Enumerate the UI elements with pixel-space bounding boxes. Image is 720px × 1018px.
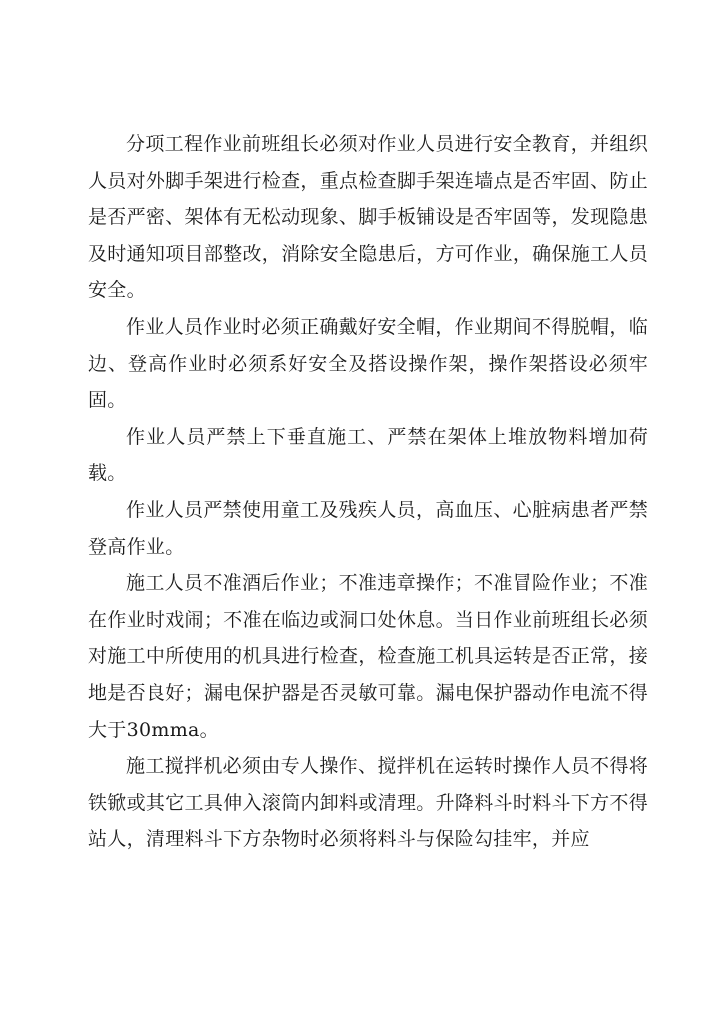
paragraph-pre-work-inspection: 分项工程作业前班组长必须对作业人员进行安全教育，并组织人员对外脚手架进行检查，重点检查脚手架连墙点是否牢固、防止是否严密、架体有无松动现象、脚手板铺设是否牢固等，发现隐患及时通知项目部整改，消除安全隐患后，方可作业，确保施工人员安全。 — [88, 133, 648, 302]
paragraph-conduct-rules: 施工人员不准酒后作业；不准违章操作；不准冒险作业；不准在作业时戏闹；不准在临边或洞口处休息。当日作业前班组长必须对施工中所使用的机具进行检查，检查施工机具运转是否正常，接地是否良好；漏电保护器是否灵敏可靠。漏电保护器动作电流不得大于30mma。 — [88, 572, 648, 741]
paragraph-mixer-operation: 施工搅拌机必须由专人操作、搅拌机在运转时操作人员不得将铁锨或其它工具伸入滚筒内卸料或清理。升降料斗时料斗下方不得站人，清理料斗下方杂物时必须将料斗与保险勾挂牢，并应 — [88, 755, 648, 851]
paragraph-vertical-work-ban: 作业人员严禁上下垂直施工、严禁在架体上堆放物料增加荷载。 — [88, 425, 648, 485]
document-body — [88, 126, 648, 858]
paragraph-safety-helmet: 作业人员作业时必须正确戴好安全帽，作业期间不得脱帽，临边、登高作业时必须系好安全及搭设操作架，操作架搭设必须牢固。 — [88, 315, 648, 412]
paragraph-personnel-restrictions: 作业人员严禁使用童工及残疾人员，高血压、心脏病患者严禁登高作业。 — [88, 498, 648, 558]
